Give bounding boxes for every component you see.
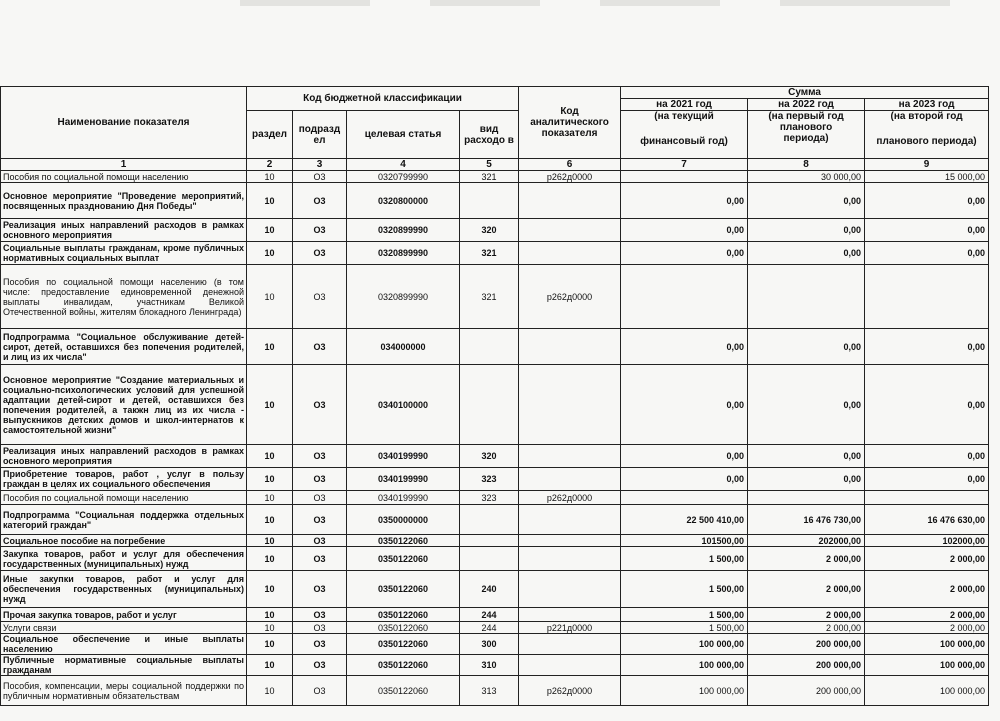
table-row <box>1 171 989 183</box>
row-celevaya: 0320799990 <box>347 171 460 183</box>
row-sum-2023: 0,00 <box>865 183 989 219</box>
row-celevaya: 0340199990 <box>347 468 460 491</box>
row-vid: 310 <box>460 655 519 676</box>
row-razdel: 10 <box>247 183 293 219</box>
header-y2022-sub <box>748 111 865 159</box>
table-row <box>1 265 989 329</box>
row-sum-2022: 2 000,00 <box>748 608 865 622</box>
header-kbk: Код бюджетной классификации <box>247 87 519 111</box>
row-celevaya: 0340100000 <box>347 365 460 445</box>
row-sum-2021: 0,00 <box>621 329 748 365</box>
table-body <box>1 171 989 706</box>
row-analit-code <box>519 505 621 535</box>
row-podrazdel: О3 <box>293 571 347 608</box>
row-razdel: 10 <box>247 242 293 265</box>
table-row <box>1 183 989 219</box>
row-podrazdel: О3 <box>293 634 347 655</box>
row-analit-code <box>519 634 621 655</box>
row-sum-2021 <box>621 491 748 505</box>
header-y2023-sub2: планового периода) <box>876 136 977 147</box>
row-name: Иные закупки товаров, работ и услуг для обеспечения государственных (муниципальных) нужд <box>1 571 247 608</box>
row-name: Реализация иных направлений расходов в рамках основного мероприятия <box>1 219 247 242</box>
col-number: 8 <box>748 159 865 171</box>
row-sum-2023: 100 000,00 <box>865 634 989 655</box>
row-sum-2022: 0,00 <box>748 445 865 468</box>
row-analit-code <box>519 183 621 219</box>
row-razdel: 10 <box>247 329 293 365</box>
row-podrazdel: О3 <box>293 676 347 706</box>
table-row <box>1 329 989 365</box>
row-sum-2021: 0,00 <box>621 445 748 468</box>
header-y2023-sub1: (на второй год <box>890 111 963 122</box>
row-razdel: 10 <box>247 468 293 491</box>
row-sum-2022: 0,00 <box>748 242 865 265</box>
row-vid <box>460 329 519 365</box>
row-podrazdel: О3 <box>293 547 347 571</box>
row-sum-2021: 0,00 <box>621 242 748 265</box>
row-sum-2021: 1 500,00 <box>621 571 748 608</box>
col-number: 6 <box>519 159 621 171</box>
row-podrazdel: О3 <box>293 445 347 468</box>
row-celevaya: 034000000 <box>347 329 460 365</box>
row-sum-2022 <box>748 265 865 329</box>
row-sum-2022: 0,00 <box>748 468 865 491</box>
row-razdel: 10 <box>247 634 293 655</box>
col-number: 2 <box>247 159 293 171</box>
row-sum-2022: 200 000,00 <box>748 655 865 676</box>
row-name: Закупка товаров, работ и услуг для обеспечения государственных (муниципальных) нужд <box>1 547 247 571</box>
row-razdel: 10 <box>247 622 293 634</box>
row-celevaya: 0350122060 <box>347 571 460 608</box>
row-sum-2023: 0,00 <box>865 242 989 265</box>
row-sum-2022: 2 000,00 <box>748 622 865 634</box>
budget-table <box>0 86 989 706</box>
row-sum-2023: 0,00 <box>865 468 989 491</box>
row-name: Подпрограмма "Социальное обслуживание детей-сирот, детей, оставшихся без попечения родителей, и лиц из их числа" <box>1 329 247 365</box>
row-sum-2022: 0,00 <box>748 329 865 365</box>
row-razdel: 10 <box>247 655 293 676</box>
row-analit-code <box>519 468 621 491</box>
header-y2023: на 2023 год <box>865 99 989 111</box>
row-razdel: 10 <box>247 491 293 505</box>
row-vid: 313 <box>460 676 519 706</box>
header-vid: вид расходо в <box>460 111 519 159</box>
row-sum-2022: 0,00 <box>748 365 865 445</box>
row-sum-2021: 100 000,00 <box>621 634 748 655</box>
row-analit-code: р221д0000 <box>519 622 621 634</box>
row-sum-2021: 0,00 <box>621 365 748 445</box>
col-number: 7 <box>621 159 748 171</box>
row-sum-2022: 30 000,00 <box>748 171 865 183</box>
table-row <box>1 655 989 676</box>
row-analit-code <box>519 445 621 468</box>
row-vid <box>460 535 519 547</box>
row-analit-code <box>519 242 621 265</box>
row-razdel: 10 <box>247 676 293 706</box>
row-sum-2021: 22 500 410,00 <box>621 505 748 535</box>
scan-artifact <box>240 0 370 6</box>
row-analit-code: р262д0000 <box>519 171 621 183</box>
header-y2021-sub <box>621 111 748 159</box>
row-podrazdel: О3 <box>293 171 347 183</box>
row-razdel: 10 <box>247 535 293 547</box>
row-podrazdel: О3 <box>293 242 347 265</box>
table-row <box>1 622 989 634</box>
scan-artifact <box>430 0 540 6</box>
row-sum-2021 <box>621 265 748 329</box>
row-sum-2022: 200 000,00 <box>748 634 865 655</box>
row-analit-code <box>519 365 621 445</box>
row-sum-2021: 1 500,00 <box>621 547 748 571</box>
row-sum-2021: 1 500,00 <box>621 622 748 634</box>
row-sum-2023: 0,00 <box>865 365 989 445</box>
row-razdel: 10 <box>247 608 293 622</box>
row-sum-2021: 100 000,00 <box>621 676 748 706</box>
row-name: Социальное обеспечение и иные выплаты населению <box>1 634 247 655</box>
row-vid: 323 <box>460 468 519 491</box>
row-vid: 240 <box>460 571 519 608</box>
row-celevaya: 0350000000 <box>347 505 460 535</box>
row-sum-2022: 2 000,00 <box>748 571 865 608</box>
header-razdel: раздел <box>247 111 293 159</box>
row-razdel: 10 <box>247 265 293 329</box>
table-row <box>1 535 989 547</box>
row-sum-2022 <box>748 491 865 505</box>
row-sum-2021: 0,00 <box>621 468 748 491</box>
header-y2021-sub1: (на текущий <box>654 111 714 122</box>
row-podrazdel: О3 <box>293 655 347 676</box>
row-vid: 321 <box>460 171 519 183</box>
header-kod-analit: Код аналитического показателя <box>519 87 621 159</box>
row-sum-2023: 100 000,00 <box>865 655 989 676</box>
row-sum-2021: 0,00 <box>621 183 748 219</box>
row-vid: 244 <box>460 608 519 622</box>
row-sum-2023: 15 000,00 <box>865 171 989 183</box>
row-sum-2021: 101500,00 <box>621 535 748 547</box>
row-podrazdel: О3 <box>293 622 347 634</box>
row-vid: 320 <box>460 445 519 468</box>
row-sum-2022: 202000,00 <box>748 535 865 547</box>
scan-artifact <box>780 0 950 6</box>
row-sum-2022: 0,00 <box>748 219 865 242</box>
row-razdel: 10 <box>247 547 293 571</box>
row-vid: 321 <box>460 265 519 329</box>
row-razdel: 10 <box>247 505 293 535</box>
header-y2022: на 2022 год <box>748 99 865 111</box>
row-vid <box>460 365 519 445</box>
row-vid <box>460 183 519 219</box>
col-number: 9 <box>865 159 989 171</box>
row-celevaya: 0350122060 <box>347 608 460 622</box>
row-podrazdel: О3 <box>293 329 347 365</box>
row-sum-2022: 0,00 <box>748 183 865 219</box>
row-sum-2021: 1 500,00 <box>621 608 748 622</box>
row-celevaya: 0320899990 <box>347 265 460 329</box>
row-analit-code: р262д0000 <box>519 676 621 706</box>
row-celevaya: 0350122060 <box>347 655 460 676</box>
row-podrazdel: О3 <box>293 365 347 445</box>
row-analit-code <box>519 535 621 547</box>
row-celevaya: 0320899990 <box>347 242 460 265</box>
table-row <box>1 242 989 265</box>
row-vid: 244 <box>460 622 519 634</box>
row-razdel: 10 <box>247 171 293 183</box>
table-row <box>1 445 989 468</box>
row-name: Социальные выплаты гражданам, кроме публичных нормативных социальных выплат <box>1 242 247 265</box>
row-sum-2023: 102000,00 <box>865 535 989 547</box>
row-sum-2023: 2 000,00 <box>865 622 989 634</box>
row-name: Реализация иных направлений расходов в рамках основного мероприятия <box>1 445 247 468</box>
table-row <box>1 676 989 706</box>
row-analit-code: р262д0000 <box>519 265 621 329</box>
row-razdel: 10 <box>247 445 293 468</box>
row-sum-2023: 100 000,00 <box>865 676 989 706</box>
row-vid: 320 <box>460 219 519 242</box>
row-podrazdel: О3 <box>293 183 347 219</box>
table-row <box>1 608 989 622</box>
row-sum-2021: 100 000,00 <box>621 655 748 676</box>
row-sum-2022: 200 000,00 <box>748 676 865 706</box>
row-sum-2023: 16 476 630,00 <box>865 505 989 535</box>
row-celevaya: 0350122060 <box>347 634 460 655</box>
row-name: Услуги связи <box>1 622 247 634</box>
table-row <box>1 491 989 505</box>
header-y2022-sub2: периода) <box>783 133 829 144</box>
row-sum-2021 <box>621 171 748 183</box>
row-razdel: 10 <box>247 365 293 445</box>
row-name: Пособия, компенсации, меры социальной поддержки по публичным нормативным обязательствам <box>1 676 247 706</box>
row-podrazdel: О3 <box>293 608 347 622</box>
row-analit-code <box>519 571 621 608</box>
row-podrazdel: О3 <box>293 468 347 491</box>
row-name: Приобретение товаров, работ , услуг в пользу граждан в целях их социального обеспечения <box>1 468 247 491</box>
row-analit-code <box>519 547 621 571</box>
header-y2023-sub <box>865 111 989 159</box>
row-sum-2023: 0,00 <box>865 445 989 468</box>
row-name: Социальное пособие на погребение <box>1 535 247 547</box>
column-number-row <box>1 159 989 171</box>
row-sum-2022: 2 000,00 <box>748 547 865 571</box>
row-sum-2023: 0,00 <box>865 329 989 365</box>
col-number: 1 <box>1 159 247 171</box>
row-analit-code <box>519 329 621 365</box>
row-celevaya: 0320800000 <box>347 183 460 219</box>
header-y2021: на 2021 год <box>621 99 748 111</box>
row-vid <box>460 505 519 535</box>
col-number: 5 <box>460 159 519 171</box>
table-row <box>1 468 989 491</box>
row-podrazdel: О3 <box>293 505 347 535</box>
row-name: Основное мероприятие "Проведение мероприятий, посвященных празднованию Дня Победы" <box>1 183 247 219</box>
row-name: Пособия по социальной помощи населению (в том числе: предоставление единовременной денежной выплаты инвалидам, участникам Великой Отечественной войны, жителям блокадного Ленинграда) <box>1 265 247 329</box>
header-summa: Сумма <box>621 87 989 99</box>
row-name: Прочая закупка товаров, работ и услуг <box>1 608 247 622</box>
row-vid: 323 <box>460 491 519 505</box>
row-sum-2021: 0,00 <box>621 219 748 242</box>
table-row <box>1 505 989 535</box>
row-vid <box>460 547 519 571</box>
row-name: Подпрограмма "Социальная поддержка отдельных категорий граждан" <box>1 505 247 535</box>
col-number: 4 <box>347 159 460 171</box>
row-name: Пособия по социальной помощи населению <box>1 491 247 505</box>
row-name: Основное мероприятие "Создание материальных и социально-психологических условий для успешной адаптации детей-сирот и детей, оставшихся без попечения родителей, а такжн лиц из их числа - выпускников детских домов и школ-интернатов к самостоятельной жизни" <box>1 365 247 445</box>
row-podrazdel: О3 <box>293 491 347 505</box>
row-celevaya: 0340199990 <box>347 491 460 505</box>
row-sum-2023: 2 000,00 <box>865 608 989 622</box>
row-podrazdel: О3 <box>293 535 347 547</box>
row-celevaya: 0340199990 <box>347 445 460 468</box>
table-row <box>1 634 989 655</box>
table-row <box>1 547 989 571</box>
row-podrazdel: О3 <box>293 265 347 329</box>
row-analit-code <box>519 608 621 622</box>
scan-artifact <box>600 0 720 6</box>
table-row <box>1 571 989 608</box>
row-sum-2023 <box>865 491 989 505</box>
row-vid: 321 <box>460 242 519 265</box>
row-sum-2023 <box>865 265 989 329</box>
row-name: Публичные нормативные социальные выплаты гражданам <box>1 655 247 676</box>
row-celevaya: 0350122060 <box>347 622 460 634</box>
header-name: Наименование показателя <box>1 87 247 159</box>
budget-table-sheet <box>0 86 989 706</box>
header-celevaya: целевая статья <box>347 111 460 159</box>
row-analit-code: р262д0000 <box>519 491 621 505</box>
row-celevaya: 0350122060 <box>347 547 460 571</box>
row-analit-code <box>519 655 621 676</box>
row-celevaya: 0320899990 <box>347 219 460 242</box>
header-y2021-sub2: финансовый год) <box>640 136 728 147</box>
row-razdel: 10 <box>247 219 293 242</box>
row-sum-2023: 0,00 <box>865 219 989 242</box>
row-podrazdel: О3 <box>293 219 347 242</box>
table-row <box>1 365 989 445</box>
row-razdel: 10 <box>247 571 293 608</box>
row-celevaya: 0350122060 <box>347 676 460 706</box>
table-header <box>1 87 989 171</box>
header-y2022-sub1: (на первый год планового <box>768 111 844 133</box>
table-row <box>1 219 989 242</box>
row-name: Пособия по социальной помощи населению <box>1 171 247 183</box>
row-celevaya: 0350122060 <box>347 535 460 547</box>
header-podrazdel: подразд ел <box>293 111 347 159</box>
row-sum-2022: 16 476 730,00 <box>748 505 865 535</box>
row-vid: 300 <box>460 634 519 655</box>
row-analit-code <box>519 219 621 242</box>
col-number: 3 <box>293 159 347 171</box>
row-sum-2023: 2 000,00 <box>865 571 989 608</box>
row-sum-2023: 2 000,00 <box>865 547 989 571</box>
